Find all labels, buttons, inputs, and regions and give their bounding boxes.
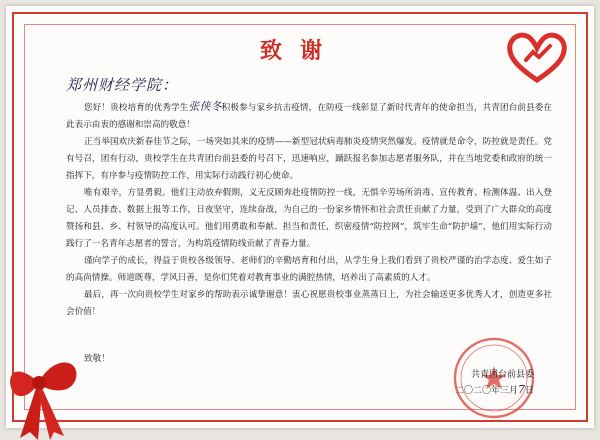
issuer-signature: 共青团台前县委 [470, 370, 534, 380]
recipient-salutation: 郑州财经学院： [66, 76, 179, 94]
certificate-page [6, 6, 594, 428]
letter-title: 致谢 [259, 38, 340, 64]
issue-date-day: 7 [517, 383, 525, 396]
heart-hand-icon [506, 30, 568, 84]
paragraph-education: 谨向学子的成长，得益于贵校各级领导、老师们的辛勤培育和付出，从学生身上我们看到了贵校严谨的治学态度、爱生如子的高尚情操。师道既尊，学风日善，是你们凭着对教育事业的满腔热情，培养出了高素质的人才。 [66, 256, 552, 283]
issue-date [455, 383, 534, 396]
red-bow-ribbon [6, 332, 96, 440]
issue-date-day-unit: 日 [524, 386, 534, 396]
paragraph-greeting-start: 您好！贵校培育的优秀学生 [84, 103, 189, 113]
paragraph-outbreak: 正当举国欢庆新春佳节之际，一场突如其来的疫情——新型冠状病毒肺炎疫情突然爆发。疫情就是命令，防控就是责任。党有号召，团有行动，贵校学生在共青团台前县委的号召下，迅速响应，踊跃报名参加志愿者服务队，并在当地党委和政府的统一指挥下，有序参与疫情防控工作，用实际行动践行初心使命。 [66, 137, 552, 181]
closing-salute: 致敬！ [84, 354, 110, 364]
paragraph-greeting-end: 积极参与家乡抗击疫情，在防疫一线彰显了新时代青年的使命担当，共青团台前县委在此表示由衷的感谢和崇高的敬意！ [66, 103, 552, 130]
paragraph-service: 唯有艰辛，方显勇毅。他们主动放弃假期，义无反顾奔赴疫情防控一线，无惧辛劳场所消毒、宣传教育、检测体温、出入登记、人员排查、数据上报等工作，日夜坚守，连续奋战，为自己的一份家乡情怀和社会责任贡献了力量，受到了广大群众的高度赞扬和县、乡、村领导的高度认可。他们用勇敢和奉献、担当和责任，织密疫情“防控网”，筑牢生命“防护墙”，他们用实际行动践行了一名青年志愿者的誓言，为构筑疫情防线贡献了青春力量。 [66, 188, 552, 249]
letter-body [66, 98, 552, 321]
paragraph-greeting [66, 98, 552, 134]
paragraph-thanks: 最后，再一次向贵校学生对家乡的帮助表示诚挚谢意！衷心祝愿贵校事业蒸蒸日上，为社会输送更多优秀人才，创造更多社会价值！ [66, 290, 552, 317]
issue-date-printed: 二〇二〇年三月 [454, 386, 518, 396]
student-name: 张侠冬 [188, 100, 222, 113]
